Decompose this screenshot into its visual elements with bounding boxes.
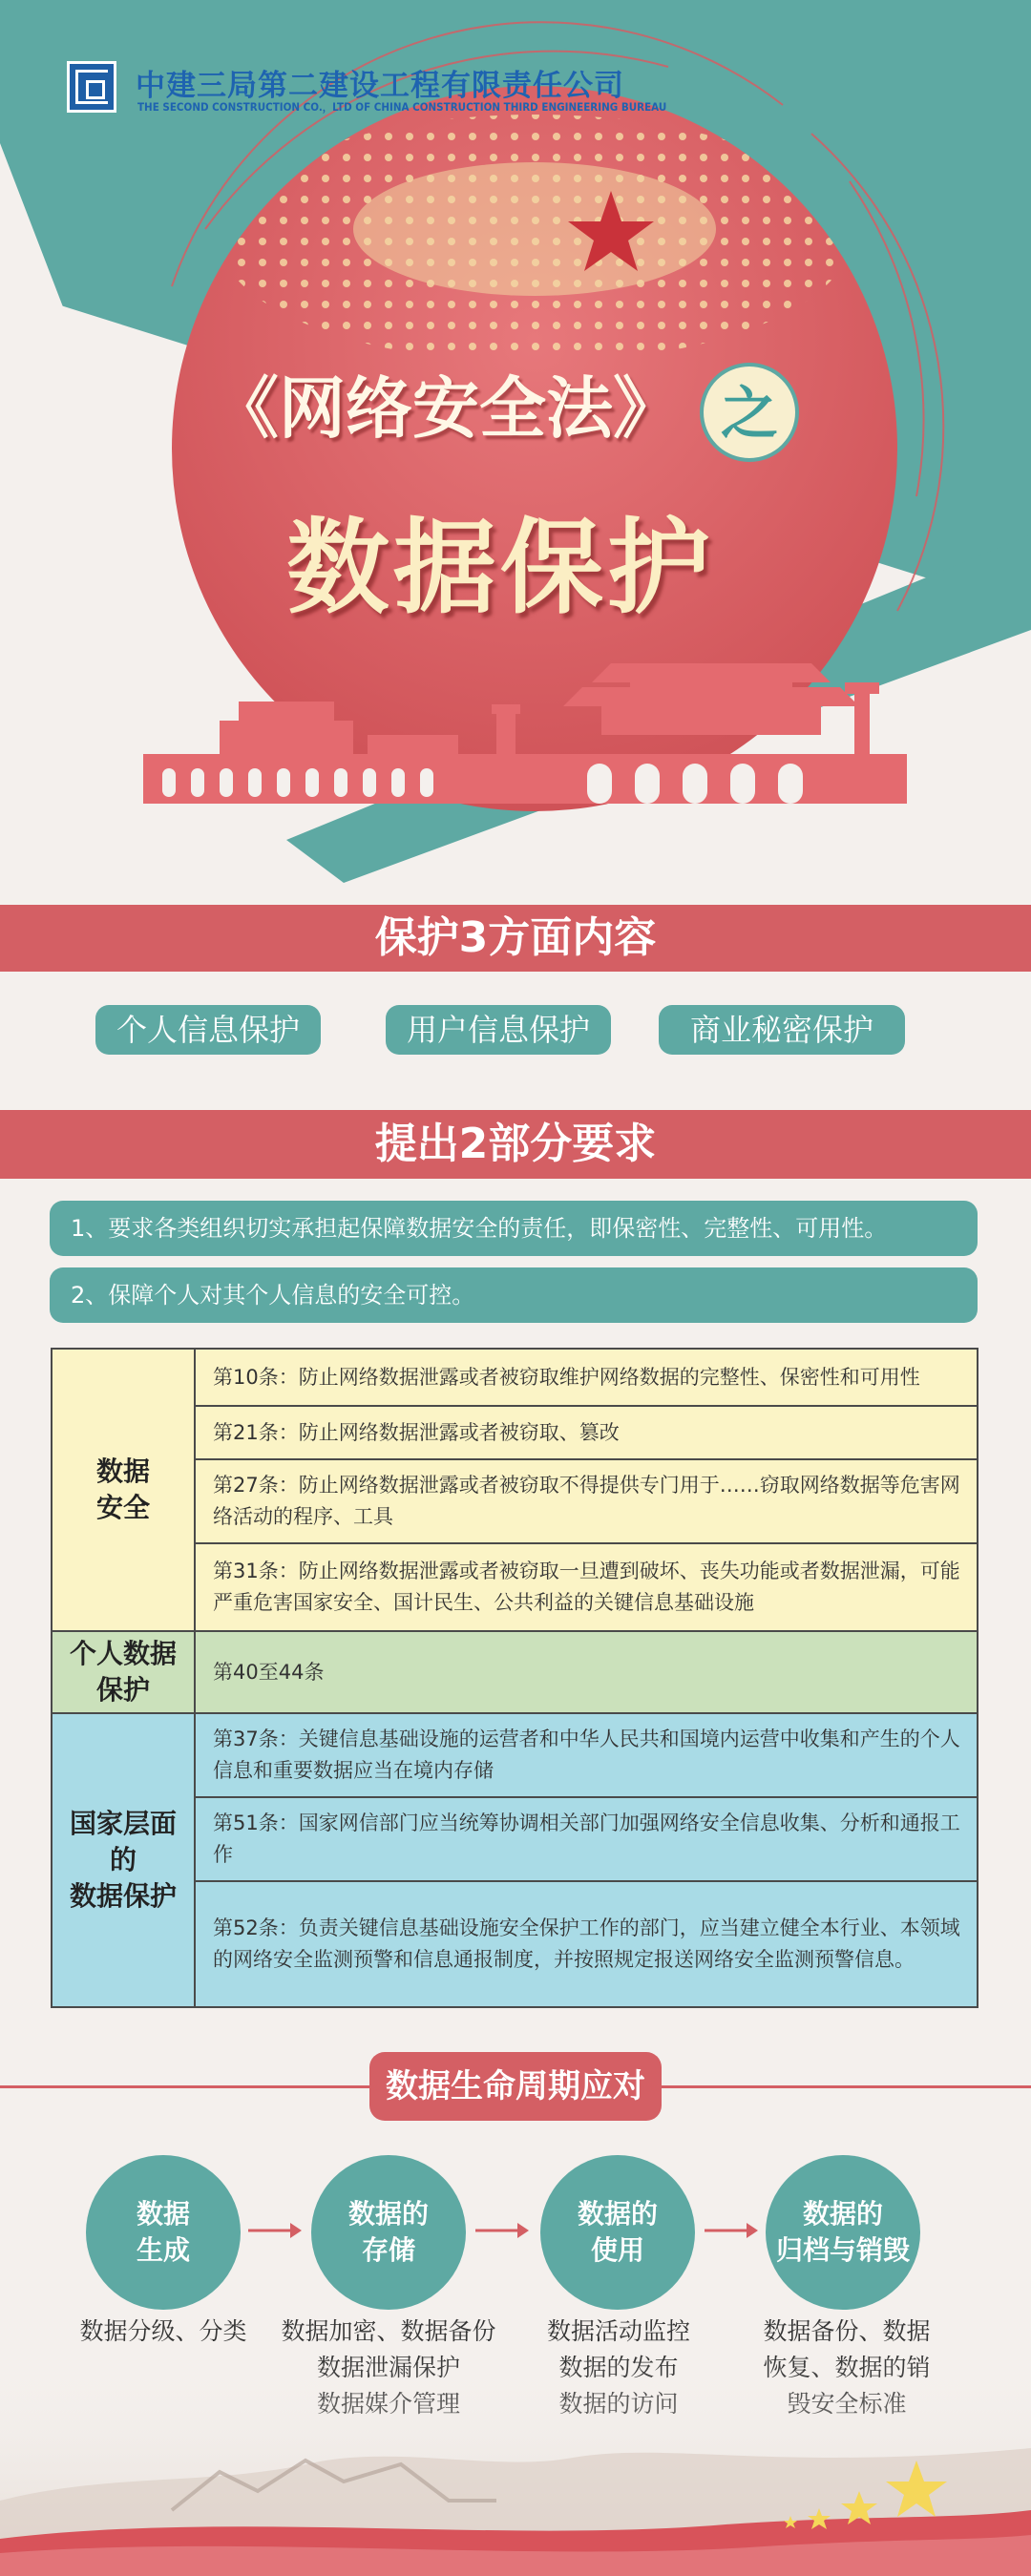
category-cell <box>52 1631 195 1713</box>
right-arrow-icon <box>703 2220 760 2241</box>
article-cell: 第51条：国家网信部门应当统筹协调相关部门加强网络安全信息收集、分析和通报工作 <box>195 1797 978 1881</box>
hero-title-line2: 数据保护 <box>286 509 715 628</box>
stage-name: 使用 <box>590 2234 644 2266</box>
stage-description-line: 数据备份、数据 <box>763 2317 931 2345</box>
protection-item: 商业秘密保护 <box>659 1005 905 1055</box>
hero-banner <box>0 0 1031 888</box>
category-cell <box>52 1713 195 2007</box>
stage-description-line: 数据加密、数据备份 <box>281 2317 496 2345</box>
star-icon <box>764 2453 955 2539</box>
company-name-en: THE SECOND CONSTRUCTION CO.，LTD OF CHINA CONSTRUCTION THIRD ENGINEERING BUREAU <box>137 100 667 114</box>
section2-heading: 提出2部分要求 <box>0 1110 1031 1179</box>
data-protection-table <box>51 1348 978 2008</box>
table-row <box>52 1713 978 1797</box>
article-cell: 第10条：防止网络数据泄露或者被窃取维护网络数据的完整性、保密性和可用性 <box>195 1349 978 1406</box>
article-cell: 第52条：负责关键信息基础设施安全保护工作的部门，应当建立健全本行业、本领域的网络安全监测预警和信息通报制度，并按照规定报送网络安全监测预警信息。 <box>195 1881 978 2007</box>
category-label: 数据 <box>95 1456 150 1487</box>
lifecycle-stage <box>766 2155 920 2310</box>
table-row <box>52 1631 978 1713</box>
category-label: 国家层面 <box>69 1808 177 1839</box>
stage-description-line: 数据分级、分类 <box>79 2317 247 2345</box>
stage-description-line: 数据活动监控 <box>546 2317 690 2345</box>
table-row <box>52 1349 978 1406</box>
article-cell: 第40至44条 <box>195 1631 978 1713</box>
requirement-item: 2、保障个人对其个人信息的安全可控。 <box>50 1267 978 1323</box>
stage-name: 数据的 <box>577 2198 658 2230</box>
stage-name: 存储 <box>361 2234 415 2266</box>
category-label: 的 <box>109 1844 137 1875</box>
category-label: 保护 <box>95 1674 150 1706</box>
stage-name: 生成 <box>136 2234 190 2266</box>
stage-name: 数据的 <box>347 2198 429 2230</box>
stage-name: 数据 <box>136 2198 190 2230</box>
right-arrow-icon <box>246 2220 304 2241</box>
section1-heading: 保护3方面内容 <box>0 905 1031 972</box>
lifecycle-stage <box>311 2155 466 2310</box>
category-cell <box>52 1349 195 1631</box>
requirement-item: 1、要求各类组织切实承担起保障数据安全的责任，即保密性、完整性、可用性。 <box>50 1201 978 1256</box>
article-cell: 第27条：防止网络数据泄露或者被窃取不得提供专门用于……窃取网络数据等危害网络活动的程序、工具 <box>195 1459 978 1543</box>
company-name-cn: 中建三局第二建设工程有限责任公司 <box>136 69 624 103</box>
stage-description <box>57 2314 269 2350</box>
lifecycle-heading: 数据生命周期应对 <box>369 2052 662 2121</box>
cscec-logo-icon <box>67 61 116 113</box>
stage-name: 数据的 <box>802 2198 883 2230</box>
protection-item: 个人信息保护 <box>95 1005 321 1055</box>
hero-title-badge: 之 <box>700 363 799 462</box>
article-cell: 第21条：防止网络数据泄露或者被窃取、篡改 <box>195 1406 978 1459</box>
article-cell: 第37条：关键信息基础设施的运营者和中华人民共和国境内运营中收集和产生的个人信息和重要数据应当在境内存储 <box>195 1713 978 1797</box>
lifecycle-stage <box>540 2155 695 2310</box>
category-label: 数据保护 <box>69 1880 177 1912</box>
protection-item: 用户信息保护 <box>386 1005 611 1055</box>
article-cell: 第31条：防止网络数据泄露或者被窃取一旦遭到破坏、丧失功能或者数据泄漏，可能严重危害国家安全、国计民生、公共利益的关键信息基础设施 <box>195 1543 978 1631</box>
category-label: 安全 <box>95 1492 150 1523</box>
lifecycle-stage <box>86 2155 241 2310</box>
category-label: 个人数据 <box>69 1638 177 1669</box>
right-arrow-icon <box>473 2220 531 2241</box>
stage-name: 归档与销毁 <box>775 2234 910 2266</box>
hero-title-line1: 《网络安全法》 <box>212 369 680 448</box>
